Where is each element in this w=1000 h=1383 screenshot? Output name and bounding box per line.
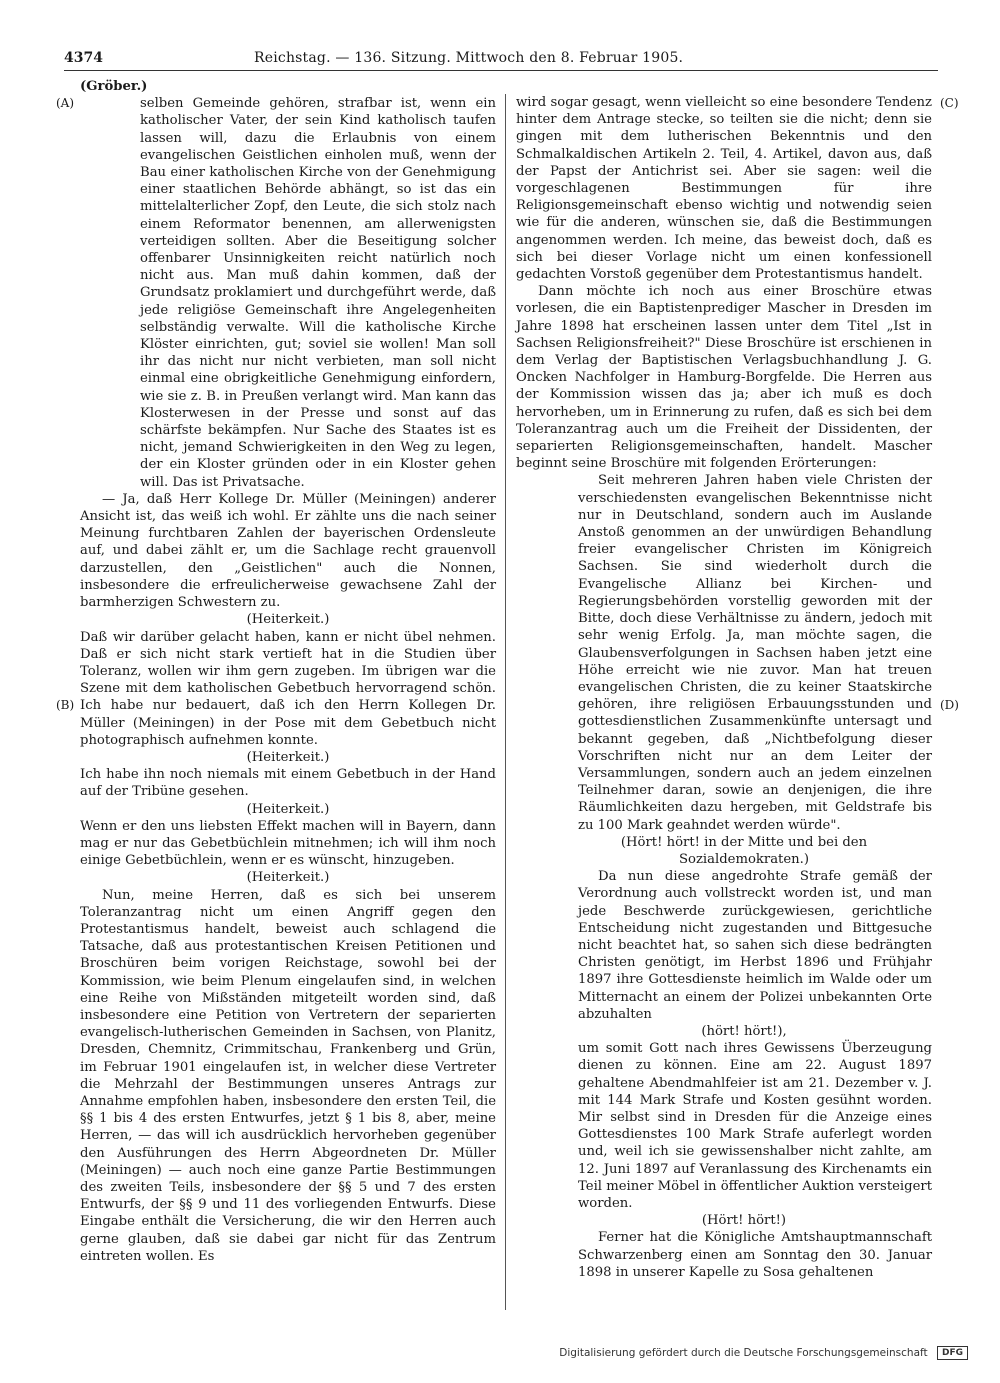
page-number: 4374 [64,50,103,66]
reaction-note: (Hört! hört!) [701,1213,787,1229]
left-column [80,78,496,1265]
dfg-logo: DFG [937,1346,968,1360]
paragraph: selben Gemeinde gehören, strafbar ist, wenn ein katholischer Vater, der sein Kind katholisch taufen lassen will, dazu die Erlaubnis von einem evangelischen Geistlichen einholen muß, wenn der Bau einer katholischen Kirche von der Genehmigung einer staatlichen Behörde abhängt, so ist das ein mittelalterlicher Zopf, den Leute, die sich stolz nach einem Reformator benennen, am allerwenigsten verteidigen sollten. Aber die Beseitigung solcher offenbarer Unsinnigkeiten reicht natürlich noch nicht aus. Man muß dahin kommen, daß der Grundsatz proklamiert und durchgeführt werde, daß jede religiöse Gemeinschaft ihre Angelegenheiten selbständig verwalte. Will die katholische Kirche Klöster einrichten, gut; soviel sie wollen! Man soll ihr das nicht nur nicht verbieten, man soll nicht einmal eine obrigkeitliche Genehmigung einfordern, wie sie z. B. in Preußen verlangt wird. Man kann das Klosterwesen in der Presse und sonst auf das schärfste bekämpfen. Nur Sache des Staates ist es nicht, jemand Schwierigkeiten in den Weg zu legen, der ein Kloster gründen oder in ein Kloster gehen will. Das ist Privatsache. [140,96,496,490]
footer-text: Digitalisierung gefördert durch die Deutsche Forschungsgemeinschaft [559,1347,928,1359]
header-rule [64,70,938,71]
reaction-note: (Heiterkeit.) [246,870,330,886]
margin-letter-d: (D) [940,698,959,712]
reaction-note: (Heiterkeit.) [246,612,330,628]
paragraph: — Ja, daß Herr Kollege Dr. Müller (Meiningen) anderer Ansicht ist, das weiß ich wohl. Er zählte uns die nach seiner Meinung furchtbaren Zahlen der bayerischen Ordensleute auf, und dabei zählt er, um die Sachlage recht grauenvoll darzustellen, den „Geistlichen" auch die Nonnen, insbesondere die erfreulicherweise gewachsene Zahl der barmherzigen Schwestern zu. [80,491,496,611]
speaker-name: (Gröber.) [80,79,148,94]
paragraph: Daß wir darüber gelacht haben, kann er nicht übel nehmen. Daß er sich nicht stark vertieft hat in die Studien über Toleranz, wollen wir ihm gern zugeben. Im übrigen war die Szene mit dem katholischen Gebetbuch hervorragend schön. Ich habe nur bedauert, daß ich den Herrn Kollegen Dr. Müller (Meiningen) in der Pose mit dem Gebetbuch nicht photographisch aufnehmen konnte. [80,629,496,748]
quoted-passage: um somit Gott nach ihres Gewissens Überzeugung dienen zu können. Eine am 22. August 1897 gehaltene Abendmahlfeier ist am 21. Dezember v. J. mit 144 Mark Strafe und Kosten gesühnt worden. Mir selbst sind in Dresden für die Anzeige eines Gottesdienstes 100 Mark Strafe auferlegt worden und, weil ich sie gewissenshalber nicht zahlte, am 12. Juni 1897 auf Veranlassung des Kirchenamts ein Teil meiner Möbel in öffentlicher Auktion versteigert worden. [578,1041,932,1211]
paragraph: Wenn er den uns liebsten Effekt machen will in Bayern, dann mag er nur das Gebetbüchlein mitnehmen; ich will ihm noch einige Gebetbüchlein, wenn er es wünscht, hinzugeben. [80,818,496,869]
paragraph: Ich habe ihn noch niemals mit einem Gebetbuch in der Hand auf der Tribüne gesehen. [80,767,496,800]
reaction-note: (hört! hört!), [701,1023,787,1039]
digitization-footer [559,1346,968,1360]
paragraph: Dann möchte ich noch aus einer Broschüre etwas vorlesen, die ein Baptistenprediger Mascher in Dresden im Jahre 1898 hat erscheinen lassen unter dem Titel „Ist in Sachsen Religionsfreiheit?" Diese Broschüre ist erschienen in dem Verlag der Baptistischen Verlagsbuchhandlung J. G. Oncken Nachfolger in Hamburg-Borgfelde. Die Herren aus der Kommission wissen das ja; aber ich muß es doch hervorheben, um in Erinnerung zu rufen, daß es sich bei dem Toleranzantrag auch um die Freiheit der Dissidenten, der separierten Religionsgemeinschaften, handelt. Mascher beginnt seine Broschüre mit folgenden Erörterungen: [516,284,932,472]
column-divider [505,94,506,1310]
margin-letter-b: (B) [56,698,75,712]
quoted-passage: Seit mehreren Jahren haben viele Christen der verschiedensten evangelischen Bekenntnisse nicht nur in Deutschland, sondern auch im Auslande Anstoß genommen an der unwürdigen Behandlung freier evangelischer Christen im Königreich Sachsen. Sie sind wiederholt durch die Evangelische Allianz bei Kirchen- und Regierungsbehörden vorstellig geworden mit der Bitte, doch diese Verhältnisse zu ändern, jedoch mit sehr wenig Erfolg. Ja, man möchte sagen, die Glaubensverfolgungen in Sachsen haben jetzt eine Höhe erreicht wie nie zuvor. Man hat treuen evangelischen Christen, die zu keiner Staatskirche gehören, ihre religiösen Erbauungsstunden und gottesdienstlichen Zusammenkünfte untersagt und bekannt gegeben, daß „Nichtbefolgung dieser Vorschriften nicht nur an dem Leiter der Versammlungen, sondern auch an jedem einzelnen Teilnehmer daran, sowie an denjenigen, die ihre Räumlichkeiten dazu hergeben, mit Geldstrafe bis zu 100 Mark geahndet werden würde". [578,473,932,833]
quoted-passage: Ferner hat die Königliche Amtshauptmannschaft Schwarzenberg einen am Sonntag den 30. Januar 1898 in unserer Kapelle zu Sosa gehaltenen [578,1230,932,1280]
running-header [64,50,938,70]
right-column [516,94,932,1281]
reaction-note: (Heiterkeit.) [246,749,330,765]
paragraph: wird sogar gesagt, wenn vielleicht so eine besondere Tendenz hinter dem Antrage stecke, so teilten sie die nicht; denn sie gingen mit dem lutherischen Bekenntnis und den Schmalkaldischen Artikeln 2. Teil, 4. Artikel, davon aus, daß der Papst der Antichrist sei. Aber sie sagen: weil die vorgeschlagenen Bestimmungen für ihre Religionsgemeinschaft ebenso wichtig und notwendig seien wie für die anderen, wünschen sie, daß die Bestimmungen angenommen werden. Ich meine, das beweist doch, daß es sich bei dieser Vorlage nicht um einen konfessionell gedachten Vorstoß gegenüber dem Protestantismus handelt. [516,95,932,283]
reaction-note: (Heiterkeit.) [246,801,330,817]
paragraph: Nun, meine Herren, daß es sich bei unserem Toleranzantrag nicht um einen Angriff gegen den Protestantismus handelt, beweist auch schlagend die Tatsache, daß aus protestantischen Kreisen Petitionen und Broschüren beim vorigen Reichstage, sowohl bei der Kommission, wie beim Plenum eingelaufen sind, in welchen eine Reihe von Mißständen mitgeteilt worden sind, daß insbesondere eine Petition von Vertretern der separierten evangelisch-lutherischen Gemeinden in Sachsen, von Planitz, Dresden, Chemnitz, Crimmitschau, Frankenberg und Grün, im Februar 1901 eingelaufen ist, in welcher diese Vertreter die Mehrzahl der Bestimmungen unseres Antrags zur Annahme empfohlen haben, insbesondere den ersten Teil, die §§ 1 bis 4 des ersten Entwurfes, jetzt § 1 bis 8, aber, meine Herren, — das will ich ausdrücklich hervorheben gegenüber den Ausführungen des Herrn Abgeordneten Dr. Müller (Meiningen) — auch noch eine ganze Partie Bestimmungen des zweiten Teils, insbesondere der §§ 5 und 7 des ersten Entwurfs, der §§ 9 und 11 des vorliegenden Entwurfs. Diese Eingabe enthält die Versicherung, die wir den Herren auch gerne glauben, daß sie dabei gar nicht für das Zentrum eintreten wollen. Es [80,887,496,1264]
margin-letter-c: (C) [940,96,959,110]
header-title: Reichstag. — 136. Sitzung. Mittwoch den 8. Februar 1905. [254,50,684,66]
quoted-passage: Da nun diese angedrohte Strafe gemäß der Verordnung auch vollstreckt worden ist, und man jede Beschwerde zurückgewiesen, gerichtliche Entscheidung nicht zugestanden und Bittgesuche nicht beachtet hat, so sahen sich diese bedrängten Christen genötigt, im Herbst 1896 und Frühjahr 1897 ihre Gottesdienste heimlich im Walde oder um Mitternacht an einem der Polizei unbekannten Orte abzuhalten [578,869,932,1022]
reaction-note: (Hört! hört! in der Mitte und bei den Sozialdemokraten.) [620,834,868,867]
margin-letter-a: (A) [56,96,75,110]
